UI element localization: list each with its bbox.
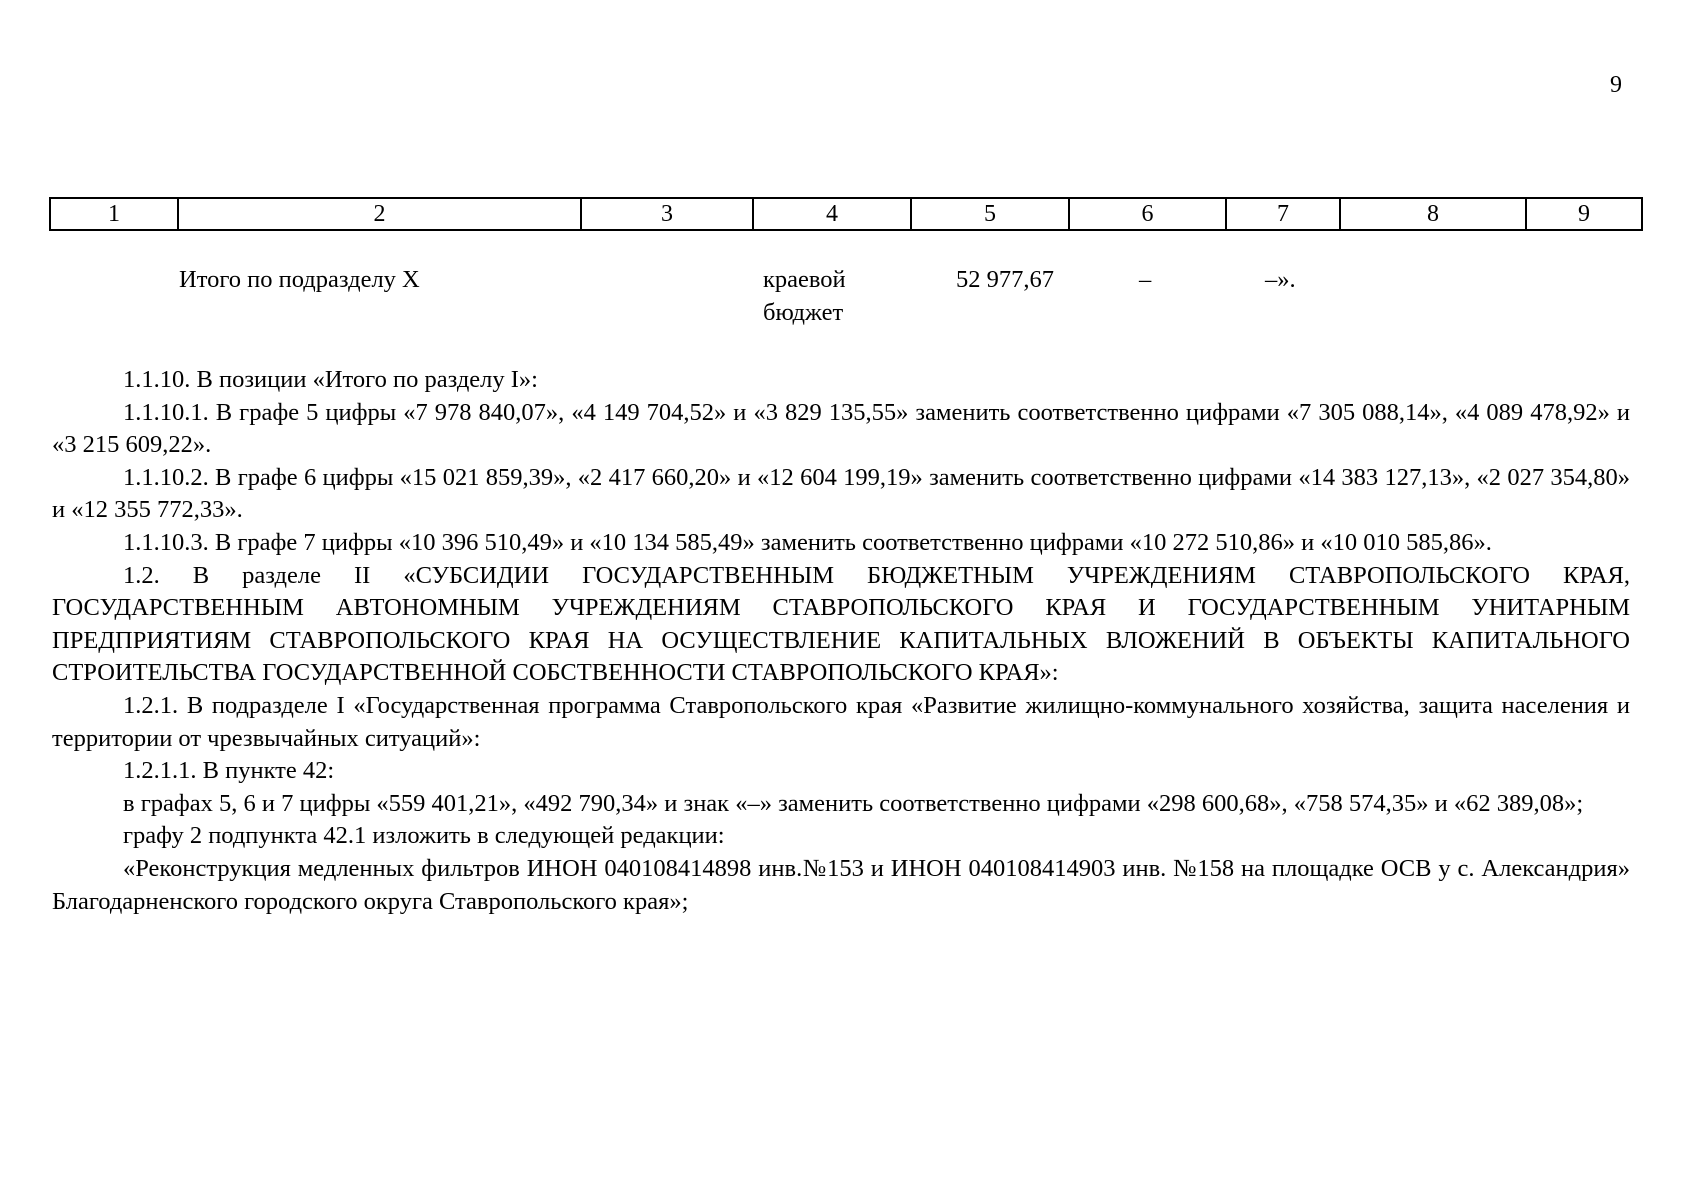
column-number: 7 [1226, 198, 1340, 230]
header-row [50, 198, 1642, 230]
paragraph: 1.2. В разделе II «СУБСИДИИ ГОСУДАРСТВЕННЫМ БЮДЖЕТНЫМ УЧРЕЖДЕНИЯМ СТАВРОПОЛЬСКОГО КРАЯ, ГОСУДАРСТВЕННЫМ АВТОНОМНЫМ УЧРЕЖДЕНИЯМ СТАВРОПОЛЬСКОГО КРАЯ И ГОСУДАРСТВЕННЫМ УНИТАРНЫМ ПРЕДПРИЯТИЯМ СТАВРОПОЛЬСКОГО КРАЯ НА ОСУЩЕСТВЛЕНИЕ КАПИТАЛЬНЫХ ВЛОЖЕНИЙ В ОБЪЕКТЫ КАПИТАЛЬНОГО СТРОИТЕЛЬСТВА ГОСУДАРСТВЕННОЙ СОБСТВЕННОСТИ СТАВРОПОЛЬСКОГО КРАЯ»: [52, 561, 1630, 687]
column-number: 1 [50, 198, 178, 230]
column-number: 4 [753, 198, 911, 230]
total-value: 52 977,67 [956, 266, 1054, 293]
amendment-text [52, 364, 1630, 918]
paragraph: 1.1.10.2. В графе 6 цифры «15 021 859,39», «2 417 660,20» и «12 604 199,19» заменить соответственно цифрами «14 383 127,13», «2 027 354,80» и «12 355 772,33». [52, 463, 1630, 524]
paragraph: в графах 5, 6 и 7 цифры «559 401,21», «492 790,34» и знак «–» заменить соответственно цифрами «298 600,68», «758 574,35» и «62 389,08»; [123, 789, 1584, 817]
column-number-header [49, 197, 1643, 231]
total-dash-column-7: –». [1265, 266, 1296, 293]
column-number: 9 [1526, 198, 1642, 230]
budget-type [763, 263, 846, 329]
total-dash-column-6: – [1139, 266, 1152, 293]
column-number: 3 [581, 198, 753, 230]
column-number: 8 [1340, 198, 1526, 230]
total-label: Итого по подразделу X [179, 266, 420, 293]
paragraph: «Реконструкция медленных фильтров ИНОН 040108414898 инв.№153 и ИНОН 040108414903 инв. №158 на площадке ОСВ у с. Александрия» Благодарненского городского округа Ставропольского края»; [52, 854, 1630, 915]
paragraph: 1.2.1. В подразделе I «Государственная программа Ставропольского края «Развитие жилищно-коммунального хозяйства, защита населения и территории от чрезвычайных ситуаций»: [52, 691, 1630, 752]
page-number: 9 [1610, 72, 1622, 98]
budget-type-line-2: бюджет [763, 299, 844, 326]
column-number: 6 [1069, 198, 1226, 230]
column-number: 5 [911, 198, 1069, 230]
paragraph: графу 2 подпункта 42.1 изложить в следующей редакции: [123, 822, 725, 850]
paragraph: 1.2.1.1. В пункте 42: [123, 757, 335, 785]
paragraph: 1.1.10.3. В графе 7 цифры «10 396 510,49» и «10 134 585,49» заменить соответственно цифрами «10 272 510,86» и «10 010 585,86». [123, 528, 1492, 556]
budget-type-line-1: краевой [763, 266, 846, 293]
column-number: 2 [178, 198, 581, 230]
paragraph: 1.1.10. В позиции «Итого по разделу I»: [123, 366, 538, 393]
paragraph: 1.1.10.1. В графе 5 цифры «7 978 840,07», «4 149 704,52» и «3 829 135,55» заменить соответственно цифрами «7 305 088,14», «4 089 478,92» и «3 215 609,22». [52, 398, 1630, 459]
